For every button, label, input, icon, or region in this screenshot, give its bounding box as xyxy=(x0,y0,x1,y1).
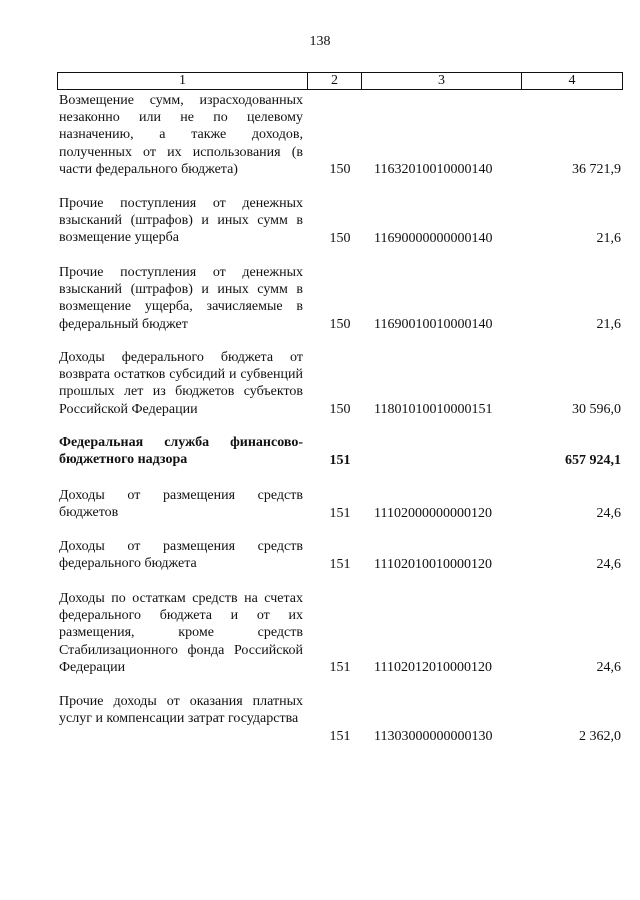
row-description: Возмещение сумм, израсходованных незаконно или не по целевому назначению, а также доходов, полученных от их использования (в части федерального бюджета) xyxy=(59,93,303,177)
row-code: 151 xyxy=(329,505,351,521)
column-header-4: 4 xyxy=(522,73,623,90)
table-row xyxy=(59,487,621,522)
table-row xyxy=(59,92,621,178)
row-code: 150 xyxy=(329,316,351,332)
row-description: Прочие поступления от денежных взысканий (штрафов) и иных сумм в возмещение ущерба, зачисляемые в федеральный бюджет xyxy=(59,265,303,332)
column-header-row xyxy=(58,73,623,90)
row-kbk: 11303000000000130 xyxy=(374,728,493,744)
row-code: 150 xyxy=(329,401,351,417)
column-header-2: 2 xyxy=(308,73,362,90)
row-code: 150 xyxy=(329,230,351,246)
table-row xyxy=(59,264,621,333)
row-kbk: 11690010010000140 xyxy=(374,316,493,332)
row-kbk: 11102010010000120 xyxy=(374,556,492,572)
table-row xyxy=(59,693,621,745)
row-code: 150 xyxy=(329,161,351,177)
table-row xyxy=(59,349,621,418)
row-description: Доходы федерального бюджета от возврата остатков субсидий и субвенций прошлых лет из бюджетов субъектов Российской Федерации xyxy=(59,350,303,417)
row-amount: 30 596,0 xyxy=(572,401,621,417)
page-number: 138 xyxy=(309,34,331,49)
table-row-agency xyxy=(59,434,621,469)
row-description: Прочие доходы от оказания платных услуг и компенсации затрат государства xyxy=(59,694,303,727)
row-description: Доходы от размещения средств бюджетов xyxy=(59,488,303,521)
row-kbk: 11632010010000140 xyxy=(374,161,493,177)
row-amount: 21,6 xyxy=(596,316,621,332)
row-kbk: 11690000000000140 xyxy=(374,230,493,246)
row-amount: 657 924,1 xyxy=(565,452,621,468)
row-amount: 2 362,0 xyxy=(579,728,621,744)
column-header-3: 3 xyxy=(362,73,522,90)
column-header-1: 1 xyxy=(58,73,308,90)
row-description: Федеральная служба финансово-бюджетного надзора xyxy=(59,435,303,468)
table-row xyxy=(59,538,621,573)
table-row xyxy=(59,590,621,676)
row-amount: 21,6 xyxy=(596,230,621,246)
row-description: Доходы от размещения средств федерального бюджета xyxy=(59,539,303,572)
row-kbk: 11801010010000151 xyxy=(374,401,493,417)
table-row xyxy=(59,195,621,247)
row-code: 151 xyxy=(329,728,351,744)
row-amount: 24,6 xyxy=(596,556,621,572)
row-description: Прочие поступления от денежных взысканий (штрафов) и иных сумм в возмещение ущерба xyxy=(59,196,303,246)
row-code: 151 xyxy=(329,659,351,675)
row-kbk: 11102012010000120 xyxy=(374,659,492,675)
row-kbk: 11102000000000120 xyxy=(374,505,492,521)
row-amount: 24,6 xyxy=(596,505,621,521)
row-amount: 24,6 xyxy=(596,659,621,675)
row-amount: 36 721,9 xyxy=(572,161,621,177)
row-description: Доходы по остаткам средств на счетах федерального бюджета и от их размещения, кроме средств Стабилизационного фонда Российской Федерации xyxy=(59,591,303,675)
column-header-table xyxy=(57,72,623,90)
row-code: 151 xyxy=(329,452,351,468)
row-code: 151 xyxy=(329,556,351,572)
